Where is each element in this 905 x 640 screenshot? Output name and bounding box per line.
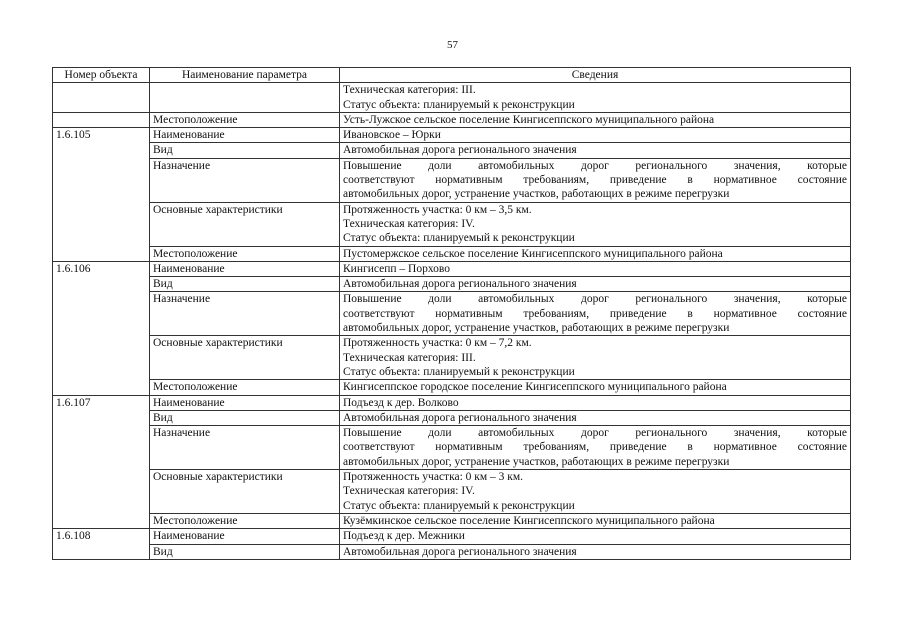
characteristics-line: Техническая категория: III.: [343, 84, 476, 97]
table-row: [53, 336, 851, 380]
parameter-name-cell: Местоположение: [150, 513, 340, 528]
table-header-row: [53, 68, 851, 83]
parameter-name-cell: Вид: [150, 143, 340, 158]
object-number-cell: [53, 112, 150, 127]
characteristics-line: Статус объекта: планируемый к реконструкции: [343, 232, 575, 245]
table-row: [53, 292, 851, 336]
parameter-name-cell: Местоположение: [150, 380, 340, 395]
characteristics-line: Протяженность участка: 0 км – 3,5 км.: [343, 203, 532, 216]
location-value: Кингисеппское городское поселение Кингисеппского муниципального района: [340, 380, 851, 395]
header-details: Сведения: [340, 68, 851, 83]
name-value: Подъезд к дер. Волково: [340, 395, 851, 410]
table-row: [53, 158, 851, 202]
name-value: Ивановское – Юрки: [340, 128, 851, 143]
table-row: [53, 513, 851, 528]
table-row: [53, 112, 851, 127]
name-value: Подъезд к дер. Межники: [340, 529, 851, 544]
characteristics-value: [340, 336, 851, 380]
parameter-name-cell: Вид: [150, 277, 340, 292]
name-value: Кингисепп – Порхово: [340, 261, 851, 276]
header-parameter-name: Наименование параметра: [150, 68, 340, 83]
parameter-name-cell: Назначение: [150, 292, 340, 336]
purpose-line: Повышение доли автомобильных дорог регионального значения, которые: [343, 293, 847, 306]
parameter-name-cell: Местоположение: [150, 246, 340, 261]
header-object-number: Номер объекта: [53, 68, 150, 83]
table-row: [53, 83, 851, 113]
purpose-line: соответствуют нормативным требованиям, приведение в нормативное состояние: [343, 174, 847, 187]
parameter-name-cell: Назначение: [150, 426, 340, 470]
parameter-name-cell: Основные характеристики: [150, 336, 340, 380]
characteristics-line: Техническая категория: III.: [343, 351, 476, 364]
page-number: 57: [447, 39, 458, 51]
purpose-line: Повышение доли автомобильных дорог регионального значения, которые: [343, 159, 847, 172]
characteristics-line: Статус объекта: планируемый к реконструкции: [343, 365, 575, 378]
purpose-value: [340, 426, 851, 470]
object-number-cell: [53, 83, 150, 113]
location-value: Усть-Лужское сельское поселение Кингисеппского муниципального района: [340, 112, 851, 127]
purpose-line: соответствуют нормативным требованиям, приведение в нормативное состояние: [343, 441, 847, 454]
object-number-cell: 1.6.108: [53, 529, 150, 560]
purpose-line: Повышение доли автомобильных дорог регионального значения, которые: [343, 427, 847, 440]
purpose-line: автомобильных дорог, устранение участков, работающих в режиме перегрузки: [343, 322, 730, 335]
object-number-cell: 1.6.107: [53, 395, 150, 529]
table-row: [53, 277, 851, 292]
characteristics-line: Техническая категория: IV.: [343, 485, 475, 498]
purpose-line: соответствуют нормативным требованиям, приведение в нормативное состояние: [343, 307, 847, 320]
object-number-cell: 1.6.105: [53, 128, 150, 262]
table-row: [53, 529, 851, 544]
parameter-name-cell: Местоположение: [150, 112, 340, 127]
characteristics-value: [340, 83, 851, 113]
purpose-line: автомобильных дорог, устранение участков, работающих в режиме перегрузки: [343, 188, 730, 201]
characteristics-value: [340, 202, 851, 246]
table-row: [53, 544, 851, 559]
type-value: Автомобильная дорога регионального значения: [340, 544, 851, 559]
parameter-name-cell: [150, 83, 340, 113]
location-value: Кузёмкинское сельское поселение Кингисеппского муниципального района: [340, 513, 851, 528]
parameter-name-cell: Наименование: [150, 395, 340, 410]
table-row: [53, 261, 851, 276]
purpose-line: автомобильных дорог, устранение участков, работающих в режиме перегрузки: [343, 455, 730, 468]
characteristics-line: Статус объекта: планируемый к реконструкции: [343, 98, 575, 111]
table-row: [53, 410, 851, 425]
parameter-name-cell: Вид: [150, 410, 340, 425]
parameter-name-cell: Наименование: [150, 128, 340, 143]
characteristics-line: Протяженность участка: 0 км – 7,2 км.: [343, 337, 532, 350]
parameter-name-cell: Основные характеристики: [150, 470, 340, 514]
parameter-name-cell: Назначение: [150, 158, 340, 202]
table-row: [53, 143, 851, 158]
characteristics-line: Техническая категория: IV.: [343, 217, 475, 230]
table-row: [53, 380, 851, 395]
location-value: Пустомержское сельское поселение Кингисеппского муниципального района: [340, 246, 851, 261]
purpose-value: [340, 158, 851, 202]
table-row: [53, 470, 851, 514]
type-value: Автомобильная дорога регионального значения: [340, 143, 851, 158]
table-row: [53, 395, 851, 410]
parameter-name-cell: Вид: [150, 544, 340, 559]
parameter-name-cell: Наименование: [150, 261, 340, 276]
object-number-cell: 1.6.106: [53, 261, 150, 395]
table-row: [53, 128, 851, 143]
table-row: [53, 426, 851, 470]
table-row: [53, 202, 851, 246]
type-value: Автомобильная дорога регионального значения: [340, 277, 851, 292]
characteristics-line: Статус объекта: планируемый к реконструкции: [343, 499, 575, 512]
type-value: Автомобильная дорога регионального значения: [340, 410, 851, 425]
parameter-name-cell: Основные характеристики: [150, 202, 340, 246]
objects-table: [52, 67, 851, 560]
table-row: [53, 246, 851, 261]
characteristics-value: [340, 470, 851, 514]
parameter-name-cell: Наименование: [150, 529, 340, 544]
characteristics-line: Протяженность участка: 0 км – 3 км.: [343, 471, 524, 484]
purpose-value: [340, 292, 851, 336]
